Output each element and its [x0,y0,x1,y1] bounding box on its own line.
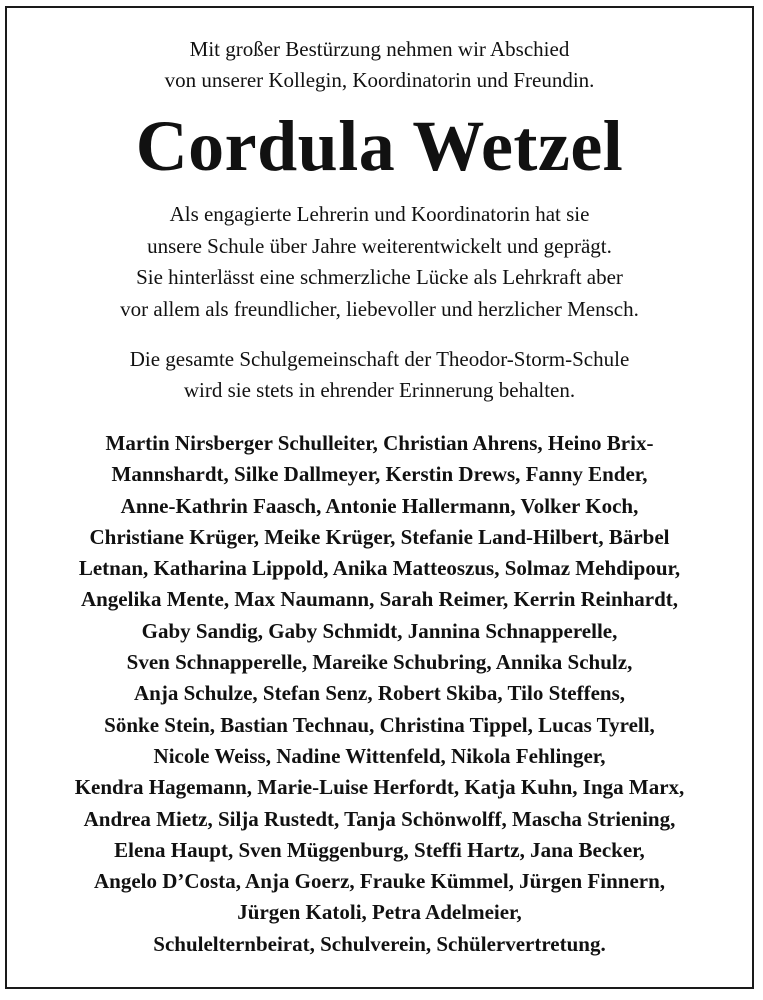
signatory-line: Jürgen Katoli, Petra Adelmeier, [237,900,522,925]
tribute-line: Als engagierte Lehrerin und Koordinatorin hat sie [169,202,590,226]
signatory-line: Mannshardt, Silke Dallmeyer, Kerstin Drews, Fanny Ender, [111,462,648,487]
signatory-line: Sönke Stein, Bastian Technau, Christina Tippel, Lucas Tyrell, [104,712,655,737]
signatory-line: Letnan, Katharina Lippold, Anika Matteoszus, Solmaz Mehdipour, [78,556,681,581]
signatory-line: Andrea Mietz, Silja Rustedt, Tanja Schönwolff, Mascha Striening, [83,806,676,831]
intro-text [7,34,752,96]
tribute-line: vor allem als freundlicher, liebevoller und herzlicher Mensch. [120,296,639,321]
tribute-text [7,199,752,325]
closing-line: Die gesamte Schulgemeinschaft der Theodor-Storm-Schule [129,347,630,371]
signatory-line: Martin Nirsberger Schulleiter, Christian Ahrens, Heino Brix- [105,431,654,455]
obituary-content [7,8,752,960]
intro-line: von unserer Kollegin, Koordinatorin und Freundin. [164,68,595,92]
deceased-name: Cordula Wetzel [135,106,624,186]
signatory-line: Kendra Hagemann, Marie-Luise Herfordt, Katja Kuhn, Inga Marx, [74,775,685,800]
signatory-line: Schulelternbeirat, Schulverein, Schülervertretung. [153,931,606,956]
intro-line: Mit großer Bestürzung nehmen wir Abschied [189,37,570,61]
tribute-line: unsere Schule über Jahre weiterentwickelt und geprägt. [147,233,612,258]
signatory-line: Sven Schnapperelle, Mareike Schubring, Annika Schulz, [126,650,633,675]
signatory-line: Anja Schulze, Stefan Senz, Robert Skiba, Tilo Steffens, [133,681,625,706]
signatory-line: Gaby Sandig, Gaby Schmidt, Jannina Schnapperelle, [141,618,618,643]
signatory-line: Nicole Weiss, Nadine Wittenfeld, Nikola Fehlinger, [153,743,606,768]
signatory-line: Anne-Kathrin Faasch, Antonie Hallermann, Volker Koch, [120,493,639,518]
signatory-line: Angelo D’Costa, Anja Goerz, Frauke Kümmel, Jürgen Finnern, [93,869,666,894]
signatories-list [7,428,752,960]
closing-text [7,344,752,406]
signatory-line: Christiane Krüger, Meike Krüger, Stefanie Land-Hilbert, Bärbel [89,524,670,549]
tribute-line: Sie hinterlässt eine schmerzliche Lücke als Lehrkraft aber [136,265,623,289]
closing-line: wird sie stets in ehrender Erinnerung behalten. [183,378,576,402]
signatory-line: Elena Haupt, Sven Müggenburg, Steffi Hartz, Jana Becker, [114,837,645,862]
obituary-frame [5,6,754,989]
signatory-line: Angelika Mente, Max Naumann, Sarah Reimer, Kerrin Reinhardt, [80,587,679,612]
